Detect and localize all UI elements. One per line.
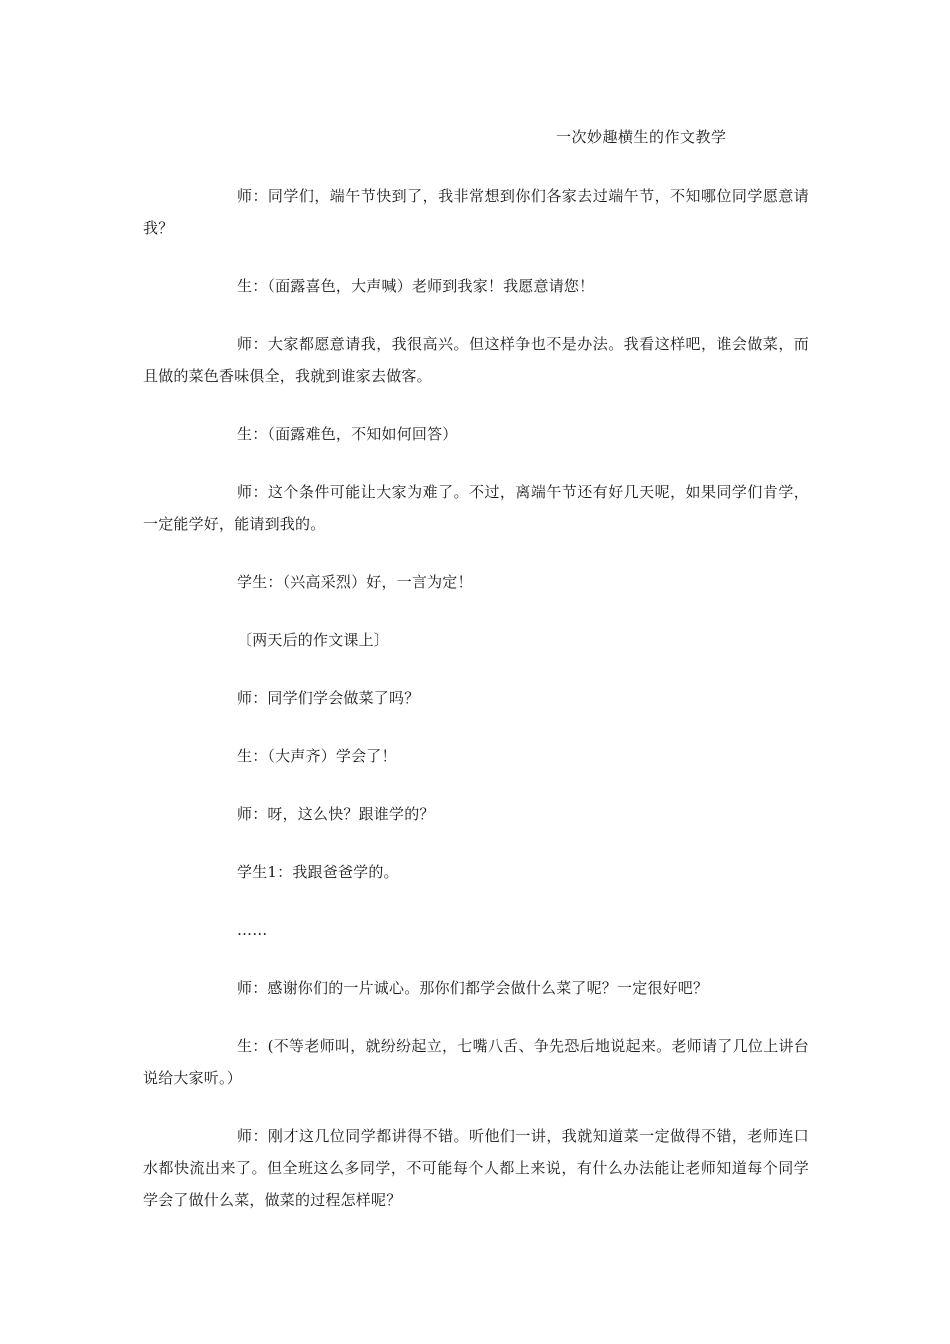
paragraph: 师：呀，这么快？跟谁学的？ bbox=[237, 805, 435, 823]
paragraph: 师：大家都愿意请我，我很高兴。但这样争也不是办法。我看这样吧，谁会做菜，而且做的菜色香味俱全，我就到谁家去做客。 bbox=[143, 335, 809, 385]
paragraph: 生：(不等老师叫，就纷纷起立，七嘴八舌、争先恐后地说起来。老师请了几位上讲台说给大家听。） bbox=[143, 1037, 809, 1087]
document-body bbox=[143, 180, 809, 1242]
paragraph: 学生：（兴高采烈）好，一言为定！ bbox=[237, 573, 473, 591]
paragraph: 师：刚才这几位同学都讲得不错。听他们一讲，我就知道菜一定做得不错，老师连口水都快流出来了。但全班这么多同学，不可能每个人都上来说，有什么办法能让老师知道每个同学学会了做什么菜，做菜的过程怎样呢？ bbox=[143, 1127, 809, 1209]
paragraph: 〔两天后的作文课上〕 bbox=[237, 631, 390, 649]
paragraph: 生：（面露难色，不知如何回答） bbox=[237, 425, 458, 443]
paragraph: 学生1：我跟爸爸学的。 bbox=[237, 863, 399, 881]
paragraph: 师：这个条件可能让大家为难了。不过，离端午节还有好几天呢，如果同学们肯学，一定能学好，能请到我的。 bbox=[143, 483, 809, 533]
paragraph: 师：同学们学会做菜了吗？ bbox=[237, 689, 420, 707]
paragraph: 生：（大声齐）学会了！ bbox=[237, 747, 397, 765]
paragraph: …… bbox=[237, 921, 268, 939]
paragraph: 生：（面露喜色，大声喊）老师到我家！我愿意请您！ bbox=[237, 277, 595, 295]
paragraph: 师：同学们，端午节快到了，我非常想到你们各家去过端午节，不知哪位同学愿意请我？ bbox=[143, 187, 809, 237]
paragraph: 师：感谢你们的一片诚心。那你们都学会做什么菜了呢？一定很好吧？ bbox=[237, 979, 709, 997]
document-title: 一次妙趣横生的作文教学 bbox=[556, 128, 727, 146]
